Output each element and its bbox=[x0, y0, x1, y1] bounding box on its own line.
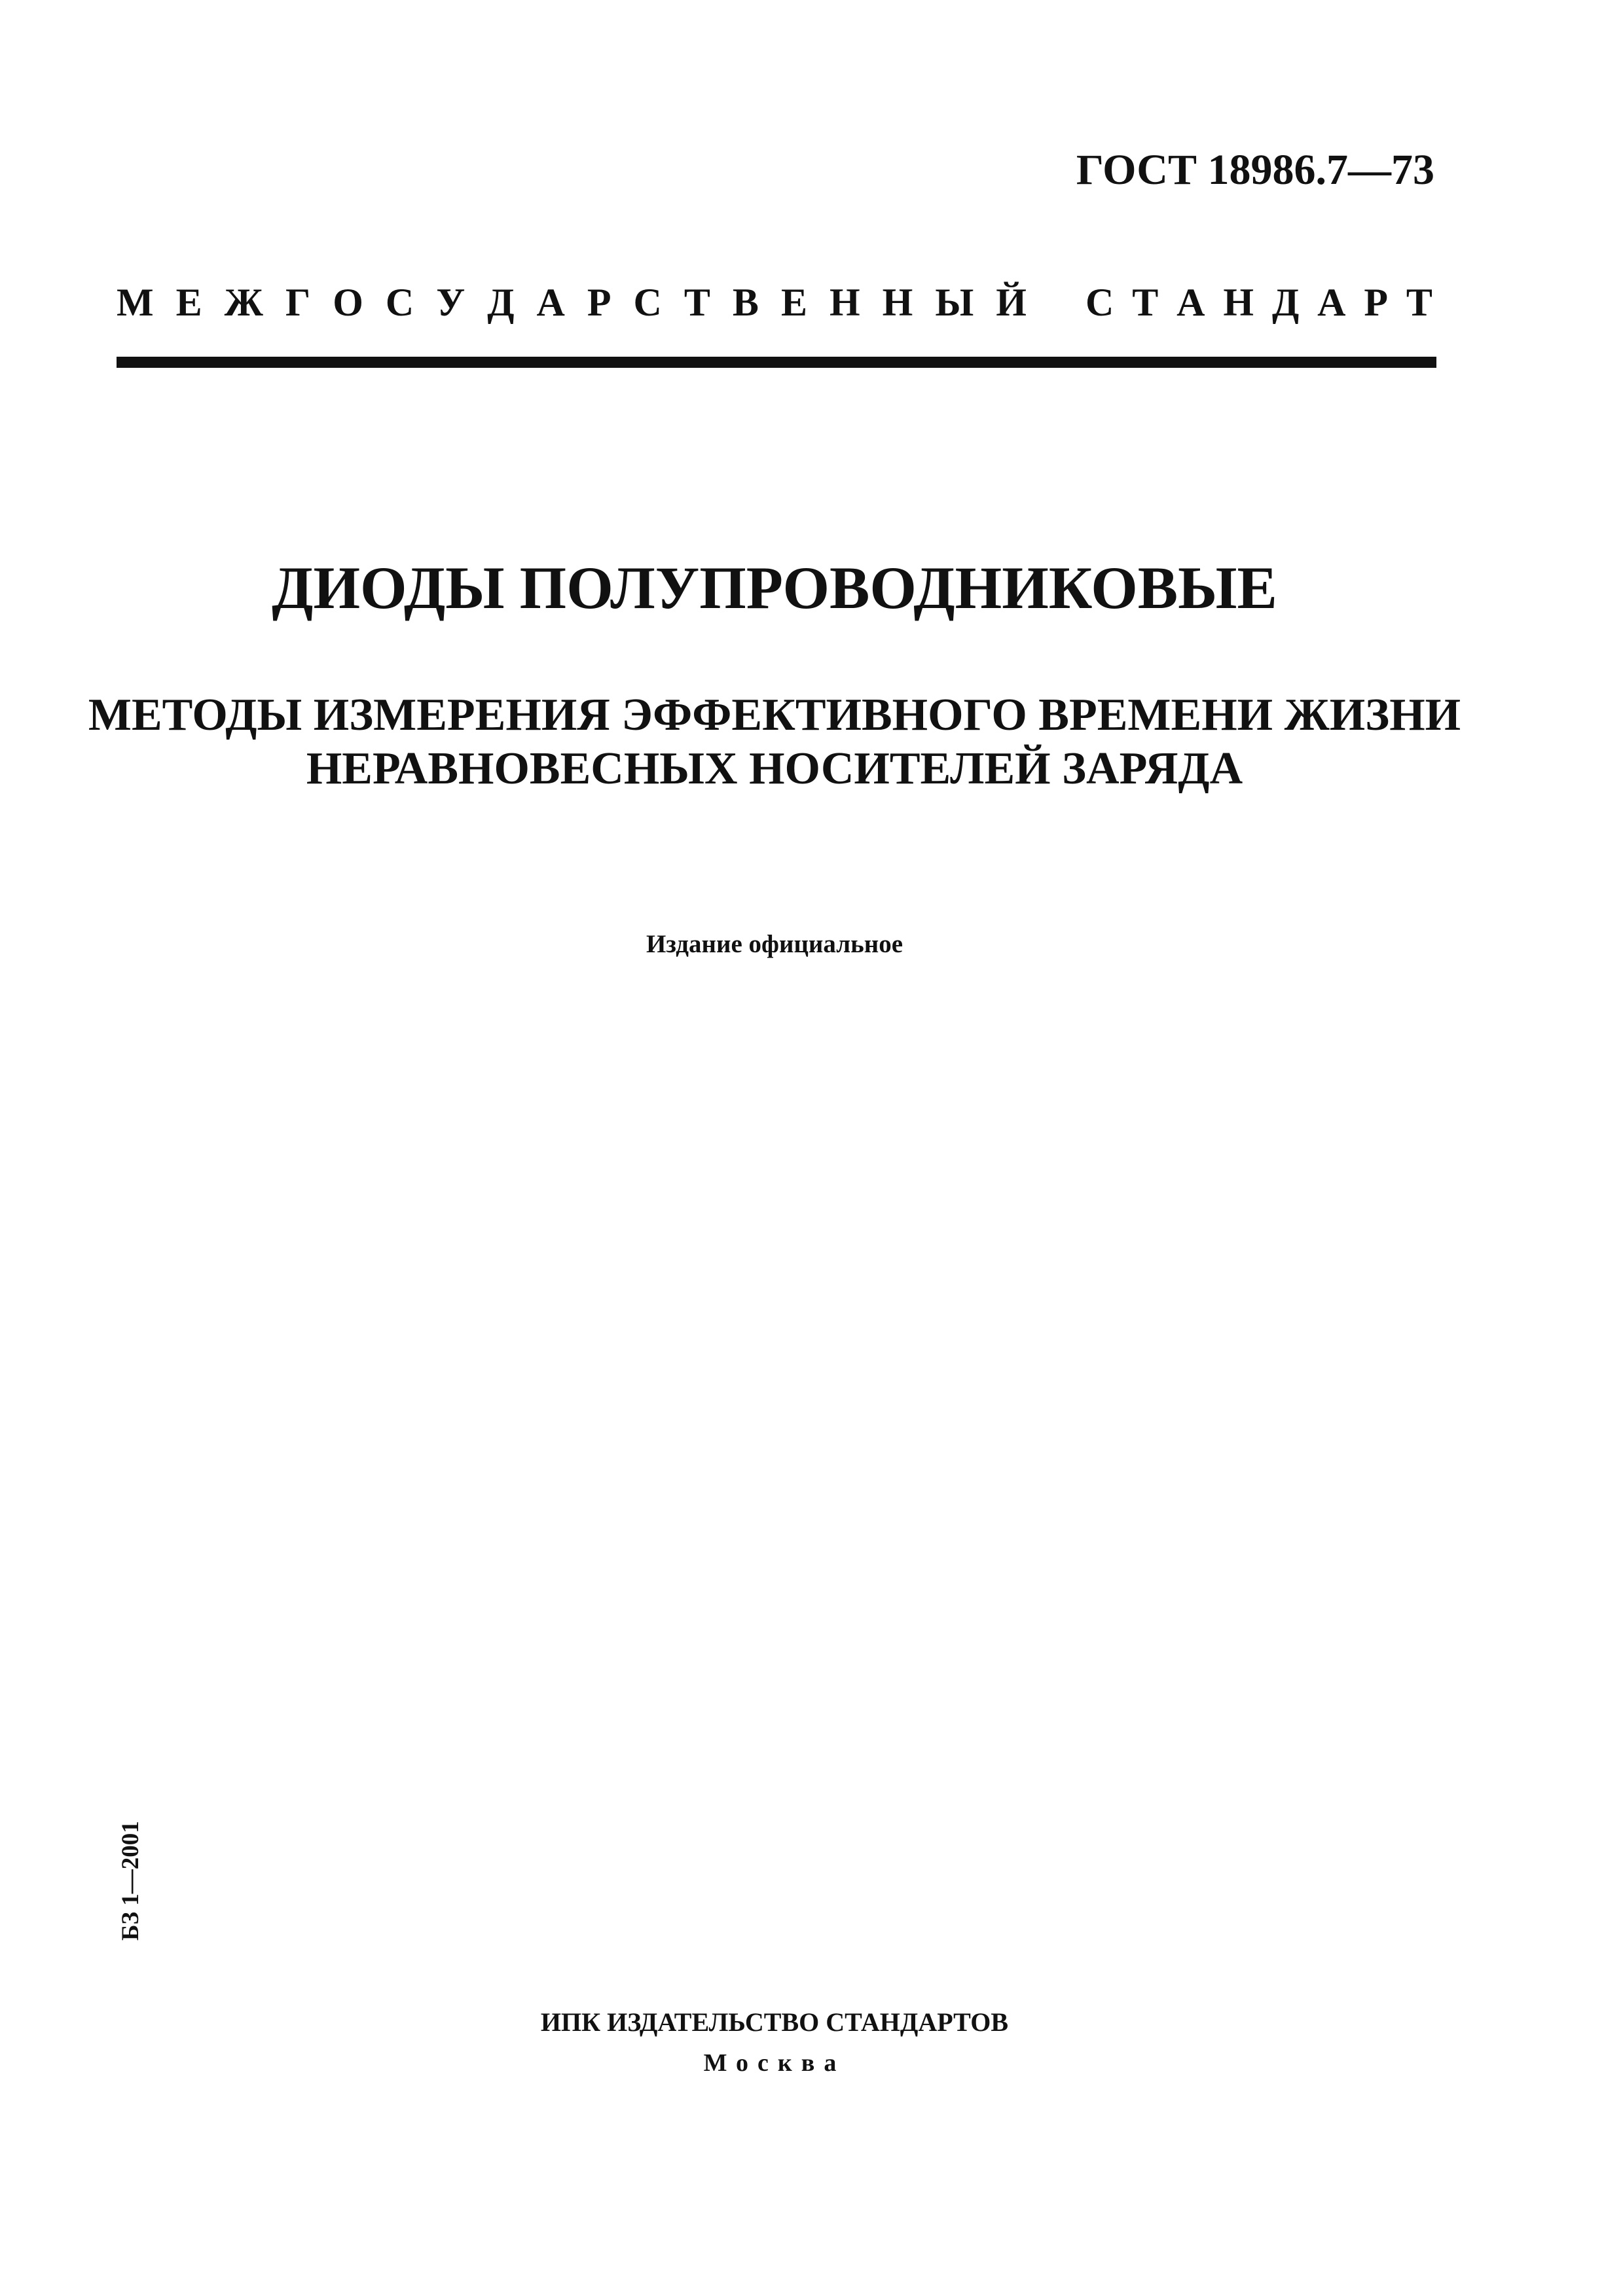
letter: Р bbox=[587, 281, 611, 324]
letter: С bbox=[385, 281, 414, 324]
letter: Р bbox=[1364, 281, 1389, 324]
letter: С bbox=[633, 281, 662, 324]
letter: С bbox=[1085, 281, 1114, 324]
letter: А bbox=[536, 281, 565, 324]
document-number: ГОСТ 18986.7—73 bbox=[1076, 146, 1434, 194]
header-rule bbox=[117, 357, 1436, 368]
letter: М bbox=[117, 281, 154, 324]
edition-note: Издание официальное bbox=[646, 930, 903, 958]
letter: Т bbox=[1132, 281, 1159, 324]
letter: Н bbox=[1223, 281, 1254, 324]
letter: Е bbox=[175, 281, 202, 324]
letter: Д bbox=[1271, 281, 1300, 324]
catalog-code: БЗ 1—2001 bbox=[117, 1821, 144, 1941]
standard-type-word-interstate bbox=[117, 280, 1027, 325]
letter: А bbox=[1176, 281, 1205, 324]
letter: Ы bbox=[935, 281, 974, 324]
letter: О bbox=[333, 281, 363, 324]
publisher-name: ИПК ИЗДАТЕЛЬСТВО СТАНДАРТОВ bbox=[540, 2007, 1009, 2037]
letter: Н bbox=[882, 281, 913, 324]
subtitle-line: НЕРАВНОВЕСНЫХ НОСИТЕЛЕЙ ЗАРЯДА bbox=[306, 744, 1243, 794]
document-subtitle bbox=[0, 689, 1549, 796]
letter: Д bbox=[487, 281, 515, 324]
letter: Т bbox=[684, 281, 710, 324]
letter: А bbox=[1317, 281, 1346, 324]
letter: В bbox=[732, 281, 759, 324]
letter: Й bbox=[996, 281, 1027, 324]
publisher-city: Москва bbox=[703, 2049, 846, 2077]
letter: У bbox=[436, 281, 465, 324]
letter: Н bbox=[829, 281, 860, 324]
subtitle-line: МЕТОДЫ ИЗМЕРЕНИЯ ЭФФЕКТИВНОГО ВРЕМЕНИ ЖИЗНИ bbox=[88, 690, 1461, 740]
letter: Ж bbox=[224, 281, 263, 324]
document-title: ДИОДЫ ПОЛУПРОВОДНИКОВЫЕ bbox=[272, 554, 1277, 621]
standard-type-word-standard bbox=[1085, 280, 1432, 325]
letter: Е bbox=[780, 281, 807, 324]
letter: Т bbox=[1406, 281, 1432, 324]
standard-type-heading bbox=[117, 280, 1432, 325]
letter: Г bbox=[285, 281, 311, 324]
